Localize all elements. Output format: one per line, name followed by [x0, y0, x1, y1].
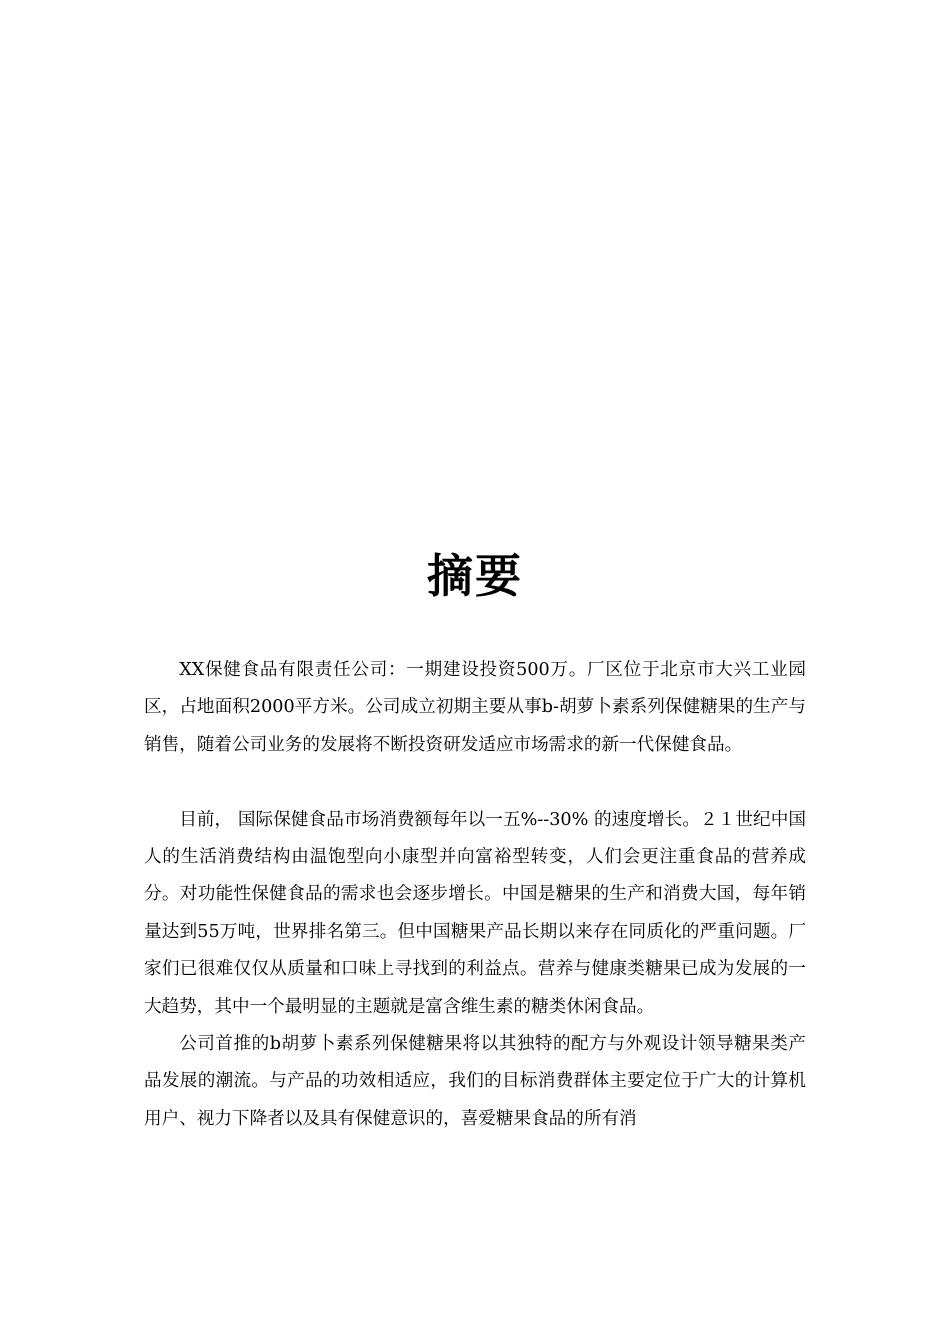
paragraph-spacer [144, 764, 806, 801]
paragraph-product: 公司首推的b胡萝卜素系列保健糖果将以其独特的配方与外观设计领导糖果类产品发展的潮流。与产品的功效相适应，我们的目标消费群体主要定位于广大的计算机用户、视力下降者以及具有保健意识的，喜爱糖果食品的所有消 [144, 1034, 806, 1129]
paragraph-market: 目前， 国际保健食品市场消费额每年以一五%--30% 的速度增长。２１世纪中国人的生活消费结构由温饱型向小康型并向富裕型转变，人们会更注重食品的营养成分。对功能性保健食品的需求也会逐步增长。中国是糖果的生产和消费大国，每年销量达到55万吨，世界排名第三。但中国糖果产品长期以来存在同质化的严重问题。厂家们已很难仅仅从质量和口味上寻找到的利益点。营养与健康类糖果已成为发展的一大趋势，其中一个最明显的主题就是富含维生素的糖类休闲食品。 [144, 809, 806, 1017]
document-title: 摘要 [427, 549, 523, 603]
paragraph-company-intro: XX保健食品有限责任公司：一期建设投资500万。厂区位于北京市大兴工业园区，占地面积2000平方米。公司成立初期主要从事b-胡萝卜素系列保健糖果的生产与销售，随着公司业务的发展将不断投资研发适应市场需求的新一代保健食品。 [144, 660, 806, 755]
document-body [144, 652, 806, 1138]
